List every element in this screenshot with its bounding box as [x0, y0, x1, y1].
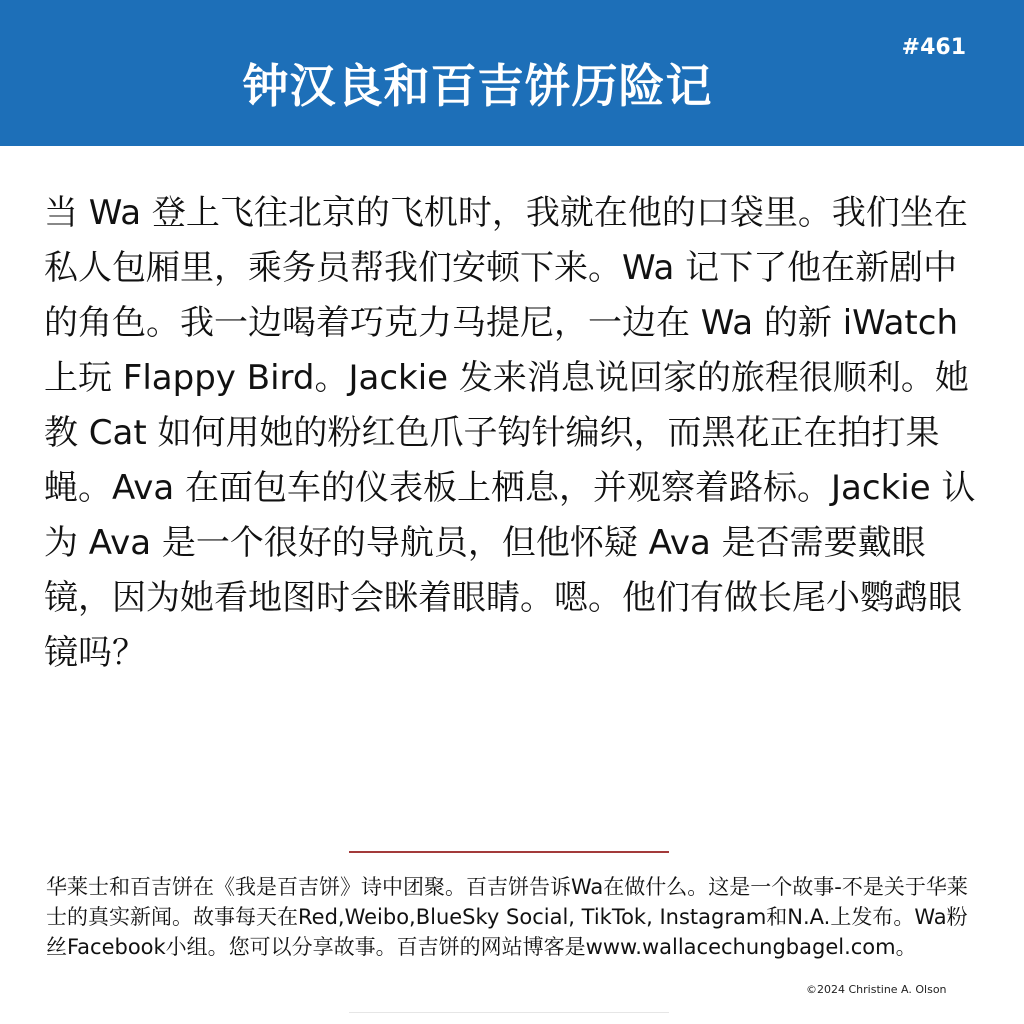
section-divider [349, 851, 669, 853]
copyright-notice: ©2024 Christine A. Olson [806, 983, 947, 996]
page-title: 钟汉良和百吉饼历险记 [242, 59, 713, 113]
header-banner [0, 0, 1024, 146]
footer-note-text: 华莱士和百吉饼在《我是百吉饼》诗中团聚。百吉饼告诉Wa在做什么。这是一个故事-不是关于华莱士的真实新闻。故事每天在Red,Weibo,BlueSky Social, TikTok, Instagram和N.A.上发布。Wa粉丝Facebook小组。您可以分享故事。百吉饼的网站博客是www.wallacechungbagel.com。 [46, 875, 968, 959]
footer-note [46, 872, 981, 962]
bottom-rule [349, 1012, 669, 1013]
story-body [44, 186, 979, 681]
story-text: 当 Wa 登上飞往北京的飞机时，我就在他的口袋里。我们坐在私人包厢里，乘务员帮我们安顿下来。Wa 记下了他在新剧中的角色。我一边喝着巧克力马提尼，一边在 Wa 的新 iWatch 上玩 Flappy Bird。Jackie 发来消息说回家的旅程很顺利。她教 Cat 如何用她的粉红色爪子钩针编织，而黑花正在拍打果蝇。Ava 在面包车的仪表板上栖息，并观察着路标。Jackie 认为 Ava 是一个很好的导航员，但他怀疑 Ava 是否需要戴眼镜，因为她看地图时会眯着眼睛。嗯。他们有做长尾小鹦鹉眼镜吗？ [44, 193, 976, 673]
issue-number: #461 [901, 35, 966, 60]
